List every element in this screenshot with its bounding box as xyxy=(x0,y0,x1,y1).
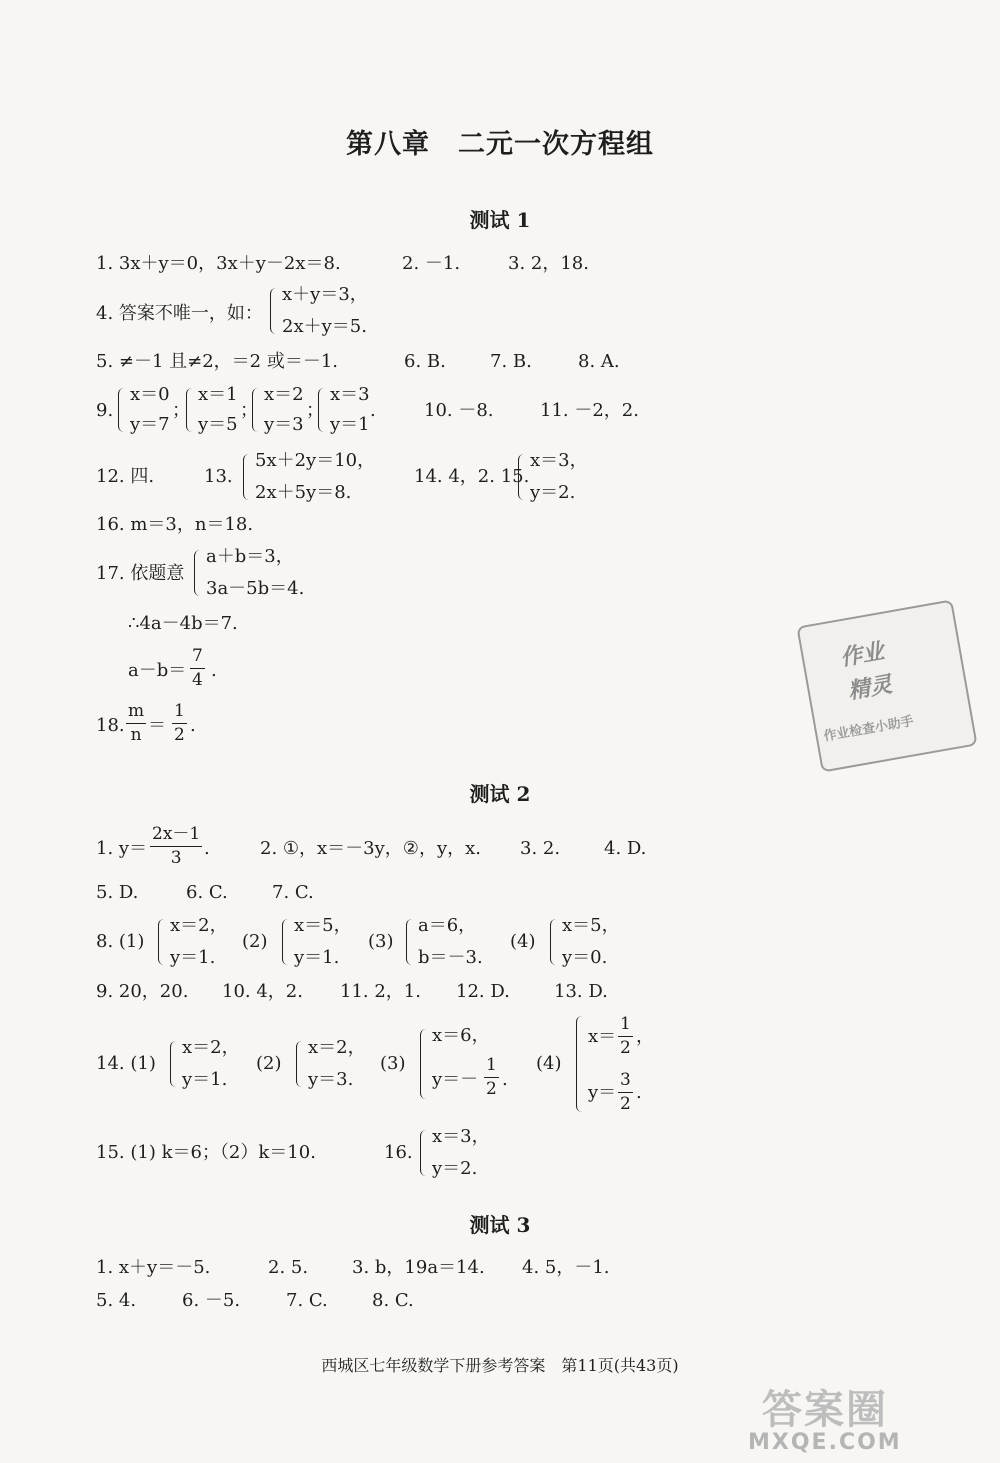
fraction xyxy=(190,648,205,689)
t2-answer-2: 2. ①，x＝－3y，②，y，x. xyxy=(260,838,481,859)
equation: x＝3 xyxy=(330,384,370,405)
brace xyxy=(194,550,203,596)
t3-answer-1: 1. x＋y＝－5. xyxy=(96,1257,211,1278)
brace xyxy=(550,919,559,965)
t2-answer-13: 13. D. xyxy=(554,981,608,1002)
numerator: 3 xyxy=(618,1072,633,1093)
homework-elf-stamp xyxy=(796,599,977,772)
equation: b＝－3. xyxy=(418,947,483,968)
t1-answer-13-label: 13. xyxy=(204,466,233,487)
t2-answer-6: 6. C. xyxy=(186,882,228,903)
t2-answer-11: 11. 2，1. xyxy=(340,981,421,1002)
equation: 2x＋y＝5. xyxy=(282,316,367,337)
brace xyxy=(158,919,167,965)
fraction xyxy=(172,703,187,744)
brace xyxy=(270,288,279,334)
denominator: 2 xyxy=(174,725,185,745)
t3-answer-3: 3. b，19a＝14. xyxy=(352,1257,485,1278)
brace xyxy=(118,388,127,432)
equation: x＝2， xyxy=(308,1037,366,1058)
equation: x＝1 xyxy=(198,384,238,405)
t1-answer-11: 11. －2，2. xyxy=(540,400,639,421)
t1-answer-9-label: 9. xyxy=(96,400,114,421)
comma: ， xyxy=(636,1026,654,1047)
denominator: 2 xyxy=(486,1079,497,1099)
equation: x＝3， xyxy=(530,450,588,471)
denominator: 4 xyxy=(192,670,203,690)
t2-answer-14-label: 14. (1) xyxy=(96,1053,156,1074)
part-label: (2) xyxy=(242,931,268,952)
equation: 5x＋2y＝10， xyxy=(255,450,376,471)
separator: ； xyxy=(306,400,324,421)
numerator: 1 xyxy=(618,1016,633,1037)
equals: ＝ xyxy=(148,715,166,736)
t1-answer-5: 5. ≠－1 且≠2，＝2 或＝－1. xyxy=(96,351,339,372)
t3-answer-8: 8. C. xyxy=(372,1290,414,1311)
part-label: (2) xyxy=(256,1053,282,1074)
t1-answer-16: 16. m＝3，n＝18. xyxy=(96,514,254,535)
t1-answer-17-label: 17. 依题意 xyxy=(96,563,185,584)
equation: y＝1. xyxy=(294,947,340,968)
fraction xyxy=(618,1072,633,1113)
stamp-text: 作业 xyxy=(838,638,887,672)
period: . xyxy=(502,1069,508,1090)
separator: ； xyxy=(172,400,190,421)
t3-answer-4: 4. 5，－1. xyxy=(522,1257,610,1278)
t2-answer-15: 15. (1) k＝6；（2）k＝10. xyxy=(96,1142,316,1163)
fraction xyxy=(484,1057,499,1098)
equation: x＝0 xyxy=(130,384,170,405)
equation: y＝0. xyxy=(562,947,608,968)
denominator: n xyxy=(130,725,142,745)
denominator: 3 xyxy=(170,848,182,868)
equation: x＝5， xyxy=(562,915,620,936)
t2-answer-8-label: 8. (1) xyxy=(96,931,145,952)
t3-answer-6: 6. －5. xyxy=(182,1290,241,1311)
t1-answer-14-15-label: 14. 4，2. 15. xyxy=(414,466,530,487)
brace xyxy=(318,388,327,432)
t3-answer-5: 5. 4. xyxy=(96,1290,137,1311)
numerator: 1 xyxy=(172,703,187,724)
period: . xyxy=(204,838,210,859)
period: . xyxy=(211,660,217,681)
t2-answer-10: 10. 4，2. xyxy=(222,981,303,1002)
t1-answer-4-label: 4. 答案不唯一，如： xyxy=(96,303,263,324)
equation: y＝ xyxy=(588,1082,617,1103)
t2-answer-4: 4. D. xyxy=(604,838,647,859)
t1-answer-3: 3. 2，18. xyxy=(508,253,589,274)
brace xyxy=(420,1029,429,1099)
part-label: (3) xyxy=(368,931,394,952)
denominator: 2 xyxy=(620,1094,631,1114)
test3-title: 测试 3 xyxy=(469,1213,531,1237)
t1-answer-7: 7. B. xyxy=(490,351,532,372)
equation: y＝5 xyxy=(198,414,238,435)
part-label: (3) xyxy=(380,1053,406,1074)
numerator: m xyxy=(126,703,146,724)
separator: ； xyxy=(240,400,258,421)
equation: x＝2 xyxy=(264,384,304,405)
period: . xyxy=(636,1082,642,1103)
chapter-title: 第八章 二元一次方程组 xyxy=(346,129,654,160)
stamp-text: 作业检查小助手 xyxy=(822,714,915,745)
fraction xyxy=(150,826,202,867)
t2-answer-5: 5. D. xyxy=(96,882,139,903)
page-footer: 西城区七年级数学下册参考答案 第11页(共43页) xyxy=(321,1356,679,1375)
equation: y＝3 xyxy=(264,414,304,435)
brace xyxy=(406,919,415,965)
t3-answer-7: 7. C. xyxy=(286,1290,328,1311)
t1-answer-10: 10. －8. xyxy=(424,400,494,421)
brace xyxy=(420,1130,429,1176)
denominator: 2 xyxy=(620,1038,631,1058)
equation: a＝6， xyxy=(418,915,477,936)
part-label: (4) xyxy=(510,931,536,952)
t2-answer-1-label: 1. y＝ xyxy=(96,838,148,859)
equation: 2x＋5y＝8. xyxy=(255,482,352,503)
t1-answer-18-label: 18. xyxy=(96,715,125,736)
t1-answer-12: 12. 四. xyxy=(96,466,155,487)
period: . xyxy=(190,715,196,736)
equation: y＝2. xyxy=(530,482,576,503)
t2-answer-3: 3. 2. xyxy=(520,838,561,859)
t1-answer-17-result-pre: a－b＝ xyxy=(128,660,187,681)
equation: y＝－ xyxy=(432,1069,479,1090)
fraction xyxy=(618,1016,633,1057)
equation: x＝2， xyxy=(170,915,228,936)
t2-answer-7: 7. C. xyxy=(272,882,314,903)
t1-answer-17-step: ∴4a－4b＝7. xyxy=(128,613,238,634)
stamp-text: 精灵 xyxy=(846,671,895,705)
brace xyxy=(576,1016,585,1112)
brace xyxy=(282,919,291,965)
brace xyxy=(296,1041,305,1087)
equation: y＝3. xyxy=(308,1069,354,1090)
brace xyxy=(186,388,195,432)
t2-answer-12: 12. D. xyxy=(456,981,510,1002)
t1-answer-1: 1. 3x＋y＝0，3x＋y－2x＝8. xyxy=(96,253,341,274)
numerator: 7 xyxy=(190,648,205,669)
numerator: 2x－1 xyxy=(150,826,202,847)
period: . xyxy=(370,400,376,421)
equation: y＝1 xyxy=(330,414,370,435)
t3-answer-2: 2. 5. xyxy=(268,1257,309,1278)
brace xyxy=(243,454,252,500)
equation: x＝ xyxy=(588,1026,617,1047)
equation: y＝1. xyxy=(170,947,216,968)
brace xyxy=(170,1041,179,1087)
watermark-text: 答案圈 xyxy=(762,1386,888,1433)
equation: a＋b＝3， xyxy=(206,546,294,567)
equation: x＋y＝3， xyxy=(282,284,368,305)
equation: x＝3， xyxy=(432,1126,490,1147)
t2-answer-16-label: 16. xyxy=(384,1142,413,1163)
equation: x＝6， xyxy=(432,1025,490,1046)
test1-title: 测试 1 xyxy=(469,208,531,232)
equation: y＝2. xyxy=(432,1158,478,1179)
equation: x＝2， xyxy=(182,1037,240,1058)
site-watermark xyxy=(712,1378,992,1458)
part-label: (4) xyxy=(536,1053,562,1074)
equation: x＝5， xyxy=(294,915,352,936)
watermark-url: MXQE.COM xyxy=(748,1430,902,1455)
t1-answer-6: 6. B. xyxy=(404,351,446,372)
equation: y＝7 xyxy=(130,414,170,435)
equation: y＝1. xyxy=(182,1069,228,1090)
t1-answer-8: 8. A. xyxy=(578,351,620,372)
fraction xyxy=(126,703,146,744)
brace xyxy=(252,388,261,432)
equation: 3a－5b＝4. xyxy=(206,578,305,599)
numerator: 1 xyxy=(484,1057,499,1078)
brace xyxy=(518,454,527,500)
t2-answer-9: 9. 20，20. xyxy=(96,981,189,1002)
t1-answer-2: 2. －1. xyxy=(402,253,461,274)
test2-title: 测试 2 xyxy=(469,782,531,806)
